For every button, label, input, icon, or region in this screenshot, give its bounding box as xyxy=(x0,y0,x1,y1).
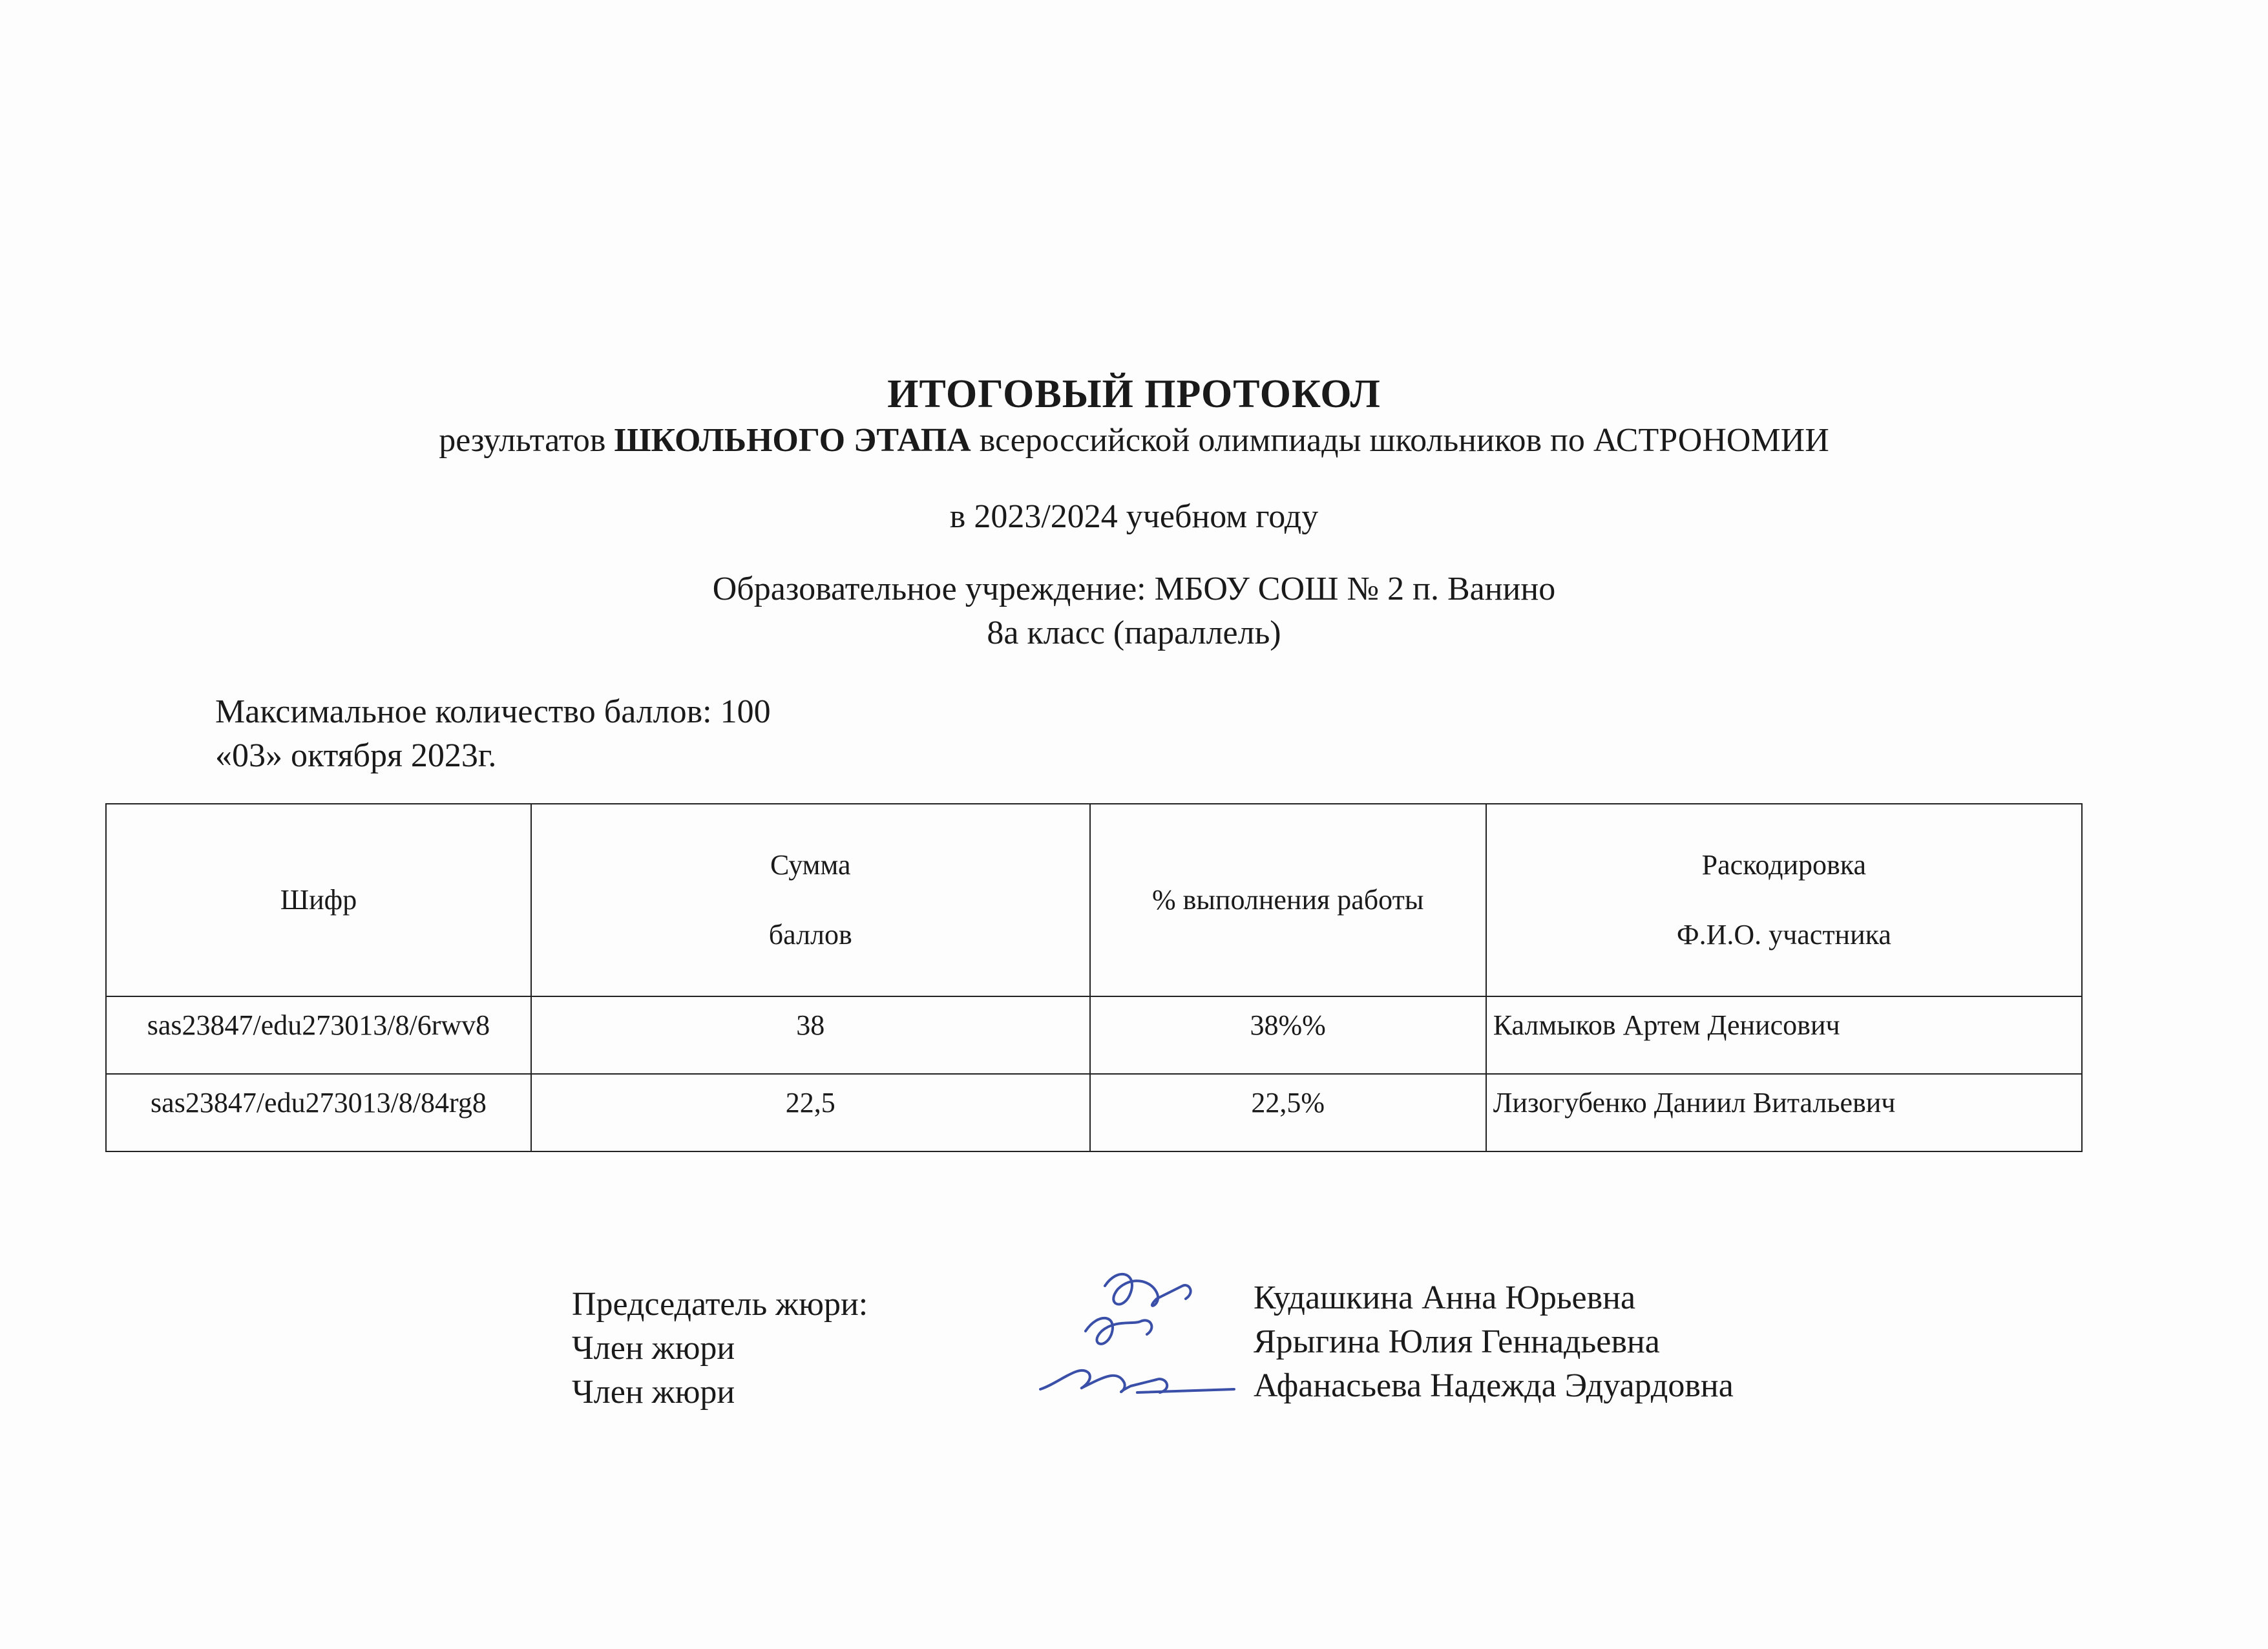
member-name: Афанасьева Надежда Эдуардовна xyxy=(1254,1367,1734,1404)
member-label: Член жюри xyxy=(572,1374,735,1411)
academic-year: в 2023/2024 учебном году xyxy=(949,498,1319,535)
document-title: ИТОГОВЫЙ ПРОТОКОЛ xyxy=(887,372,1381,416)
cell-sum: 22,5 xyxy=(531,1074,1090,1151)
subtitle-stage: ШКОЛЬНОГО ЭТАПА xyxy=(614,422,971,459)
cell-percent: 38%% xyxy=(1090,996,1486,1074)
results-table xyxy=(105,803,2083,1152)
header-percent-label: % выполнения работы xyxy=(1151,884,1424,916)
class-label: 8а класс (параллель) xyxy=(987,614,1281,651)
header-decode xyxy=(1486,804,2082,996)
cell-percent: 22,5% xyxy=(1090,1074,1486,1151)
table-row xyxy=(106,996,2082,1074)
jury-names xyxy=(1254,1276,1734,1408)
cell-code: sas23847/edu273013/8/6rwv8 xyxy=(106,996,531,1074)
protocol-date: «03» октября 2023г. xyxy=(215,737,497,774)
chair-label: Председатель жюри: xyxy=(572,1286,868,1323)
header-sum xyxy=(531,804,1090,996)
cell-name: Калмыков Артем Денисович xyxy=(1486,996,2082,1074)
header-code xyxy=(106,804,531,996)
subtitle-suffix: всероссийской олимпиады школьников по АСТРОНОМИИ xyxy=(971,422,1829,459)
school-name: Образовательное учреждение: МБОУ СОШ № 2 п. Ванино xyxy=(712,571,1556,607)
document-subtitle xyxy=(0,421,2268,459)
cell-code: sas23847/edu273013/8/84rg8 xyxy=(106,1074,531,1151)
header-sum-line2: баллов xyxy=(768,919,852,951)
handwritten-signature xyxy=(1027,1260,1247,1415)
header-decode-line1: Раскодировка xyxy=(1701,849,1867,881)
header-sum-line1: Сумма xyxy=(770,849,851,881)
member-label: Член жюри xyxy=(572,1330,735,1367)
jury-labels xyxy=(572,1283,868,1414)
table-row xyxy=(106,1074,2082,1151)
cell-sum: 38 xyxy=(531,996,1090,1074)
table-header-row xyxy=(106,804,2082,996)
cell-name: Лизогубенко Даниил Витальевич xyxy=(1486,1074,2082,1151)
header-code-label: Шифр xyxy=(280,884,357,916)
subtitle-prefix: результатов xyxy=(439,422,614,459)
header-percent xyxy=(1090,804,1486,996)
member-name: Ярыгина Юлия Геннадьевна xyxy=(1254,1323,1660,1360)
header-decode-line2: Ф.И.О. участника xyxy=(1676,919,1891,951)
max-score: Максимальное количество баллов: 100 xyxy=(215,693,771,730)
chair-name: Кудашкина Анна Юрьевна xyxy=(1254,1279,1636,1316)
